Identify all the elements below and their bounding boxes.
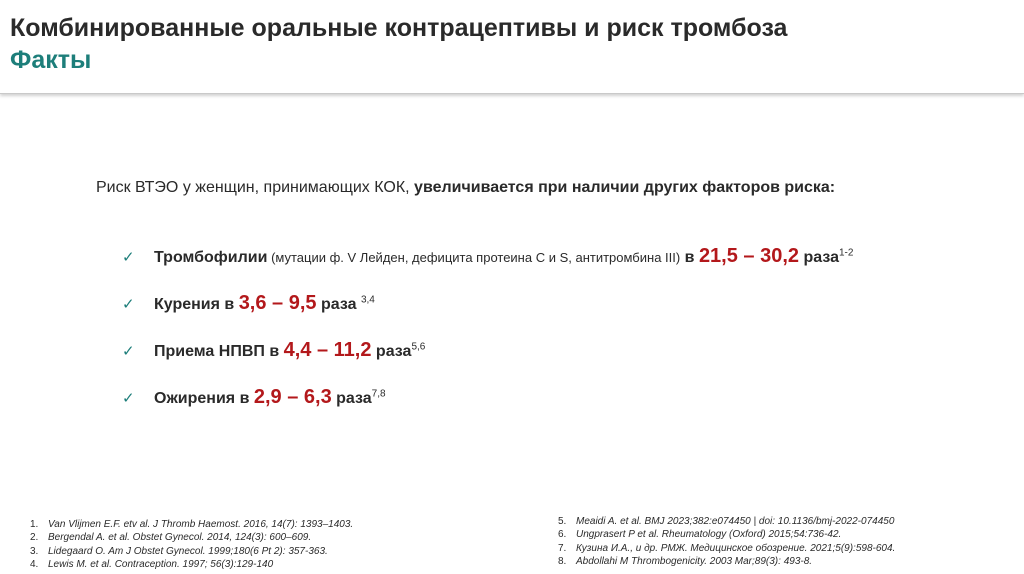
reference-item: [558, 555, 895, 568]
reference-text: Lewis M. et al. Contraception. 1997; 56(3):129-140: [48, 559, 274, 571]
reference-number: 2.: [30, 532, 39, 544]
reference-marker: 7,8: [371, 388, 386, 400]
factor-note: (мутации ф. V Лейден, дефицита протеина С и S, антитромбина III): [267, 250, 681, 265]
reference-item: [30, 545, 353, 558]
references-left: [30, 518, 353, 572]
risk-unit: раза: [371, 343, 412, 360]
reference-text: Meaidi A. et al. BMJ 2023;382:e074450 | doi: 10.1136/bmj-2022-074450: [576, 516, 895, 527]
risk-range: 3,6 – 9,5: [238, 292, 317, 314]
reference-number: 3.: [30, 545, 39, 557]
check-icon: ✓: [122, 343, 135, 360]
reference-item: [30, 531, 353, 544]
reference-item: [558, 542, 895, 555]
slide-header: [0, 0, 1024, 94]
factor-label: Тромбофилии: [154, 249, 268, 266]
reference-text: Abdollahi M Thrombogenicity. 2003 Mar;89(3): 493-8.: [576, 556, 813, 568]
reference-number: 8.: [558, 556, 567, 568]
reference-number: 4.: [30, 559, 39, 571]
slide-subtitle: Факты: [10, 46, 92, 74]
risk-unit: раза: [331, 390, 372, 407]
reference-item: [30, 558, 353, 571]
factor-label: Ожирения в: [154, 390, 254, 407]
risk-factor-list: [122, 244, 853, 432]
intro-text: Риск ВТЭО у женщин, принимающих КОК,: [96, 179, 415, 196]
references-right: [558, 515, 895, 569]
risk-factor-item-nsaid: [122, 338, 853, 385]
slide-title: Комбинированные оральные контрацептивы и риск тромбоза: [10, 14, 788, 42]
reference-marker: 1-2: [838, 247, 854, 259]
check-icon: ✓: [122, 296, 135, 313]
risk-factor-item-thrombophilia: [122, 244, 853, 291]
reference-number: 6.: [558, 529, 567, 541]
risk-factor-item-smoking: [122, 291, 853, 338]
reference-marker: 3,4: [360, 294, 375, 306]
reference-item: [558, 528, 895, 541]
reference-number: 1.: [30, 519, 39, 530]
reference-number: 5.: [558, 516, 567, 527]
risk-range: 4,4 – 11,2: [283, 339, 372, 361]
check-icon: ✓: [122, 390, 135, 407]
reference-item: [30, 518, 353, 531]
check-icon: ✓: [122, 249, 135, 266]
reference-marker: 5,6: [411, 341, 426, 353]
reference-text: Кузина И.А., и др. РМЖ. Медицинское обозрение. 2021;5(9):598-604.: [576, 542, 896, 554]
reference-text: Van Vlijmen E.F. etv al. J Thromb Haemost. 2016, 14(7): 1393–1403.: [48, 519, 354, 530]
reference-text: Ungprasert P et al. Rheumatology (Oxford) 2015;54:736-42.: [576, 529, 842, 541]
risk-unit: раза: [316, 296, 361, 313]
reference-text: Lidegaard O. Am J Obstet Gynecol. 1999;180(6 Pt 2): 357-363.: [48, 545, 328, 557]
risk-factor-item-obesity: [122, 385, 853, 432]
reference-number: 7.: [558, 542, 567, 554]
risk-range: 21,5 – 30,2: [698, 245, 800, 267]
intro-statement: [96, 179, 835, 197]
intro-emphasis: увеличивается при наличии других факторов риска:: [414, 179, 836, 196]
reference-text: Bergendal A. et al. Obstet Gynecol. 2014, 124(3): 600–609.: [48, 532, 312, 544]
factor-label: Курения в: [154, 296, 239, 313]
reference-item: [558, 515, 895, 528]
risk-unit: раза: [799, 249, 839, 266]
factor-label: Приема НПВП в: [154, 343, 284, 360]
factor-prefix: в: [680, 249, 699, 266]
risk-range: 2,9 – 6,3: [253, 386, 332, 408]
